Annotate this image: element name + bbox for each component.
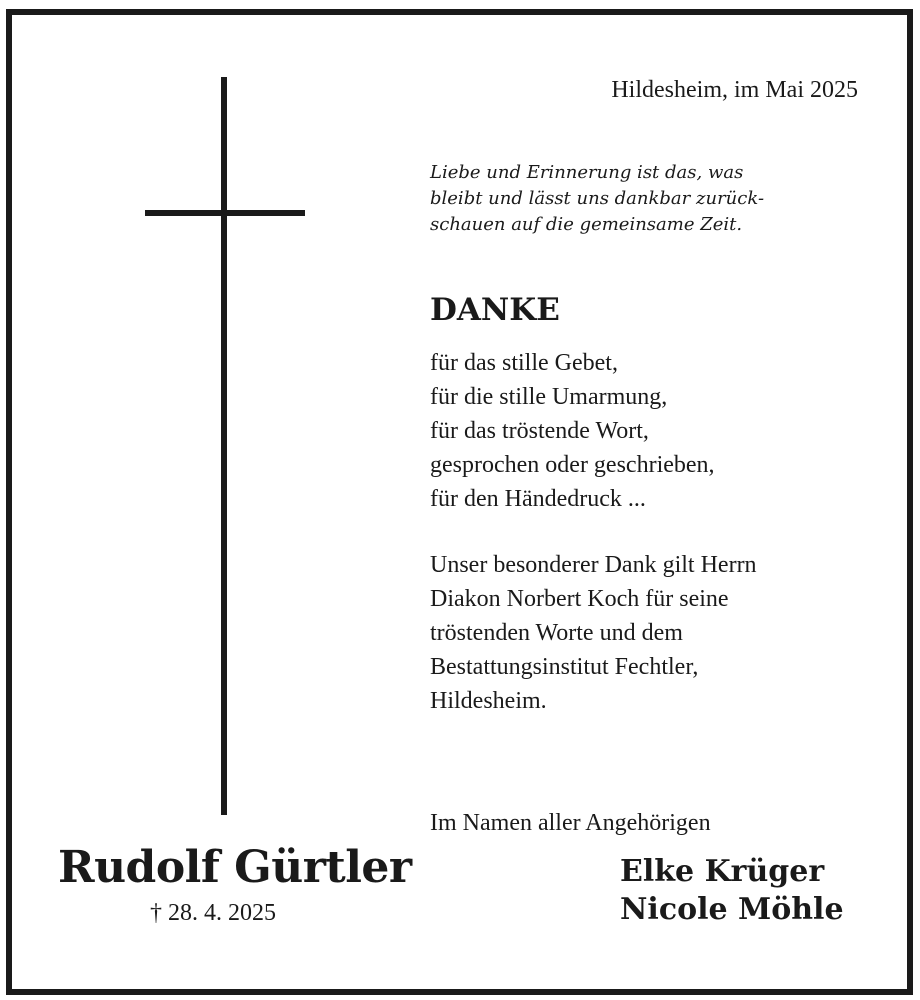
deceased-name: Rudolf Gürtler [58, 842, 412, 893]
special-thanks [430, 548, 757, 718]
thanks-line: für den Händedruck ... [430, 486, 646, 512]
death-date: † 28. 4. 2025 [150, 900, 276, 926]
cross-horizontal-bar [145, 210, 305, 216]
quote-line: Liebe und Erinnerung ist das, was [430, 162, 744, 183]
thanks-list [430, 346, 715, 516]
signer-name: Elke Krüger [620, 854, 825, 889]
quote-line: bleibt und lässt uns dankbar zurück- [430, 188, 765, 209]
special-thanks-line: Bestattungsinstitut Fechtler, [430, 654, 699, 680]
cross-vertical-bar [221, 77, 227, 815]
thanks-line: für das tröstende Wort, [430, 418, 649, 444]
signer-name: Nicole Möhle [620, 892, 844, 927]
special-thanks-line: Unser besonderer Dank gilt Herrn [430, 552, 757, 578]
on-behalf-text: Im Namen aller Angehörigen [430, 810, 711, 836]
quote-line: schauen auf die gemeinsame Zeit. [430, 214, 743, 235]
signers [620, 853, 844, 929]
thanks-line: für das stille Gebet, [430, 350, 618, 376]
thanks-line: für die stille Umarmung, [430, 384, 668, 410]
thanks-line: gesprochen oder geschrieben, [430, 452, 715, 478]
quote [430, 160, 850, 238]
special-thanks-line: Hildesheim. [430, 688, 547, 714]
place-date: Hildesheim, im Mai 2025 [611, 77, 858, 103]
special-thanks-line: tröstenden Worte und dem [430, 620, 683, 646]
thanks-heading: DANKE [430, 292, 560, 328]
special-thanks-line: Diakon Norbert Koch für seine [430, 586, 729, 612]
